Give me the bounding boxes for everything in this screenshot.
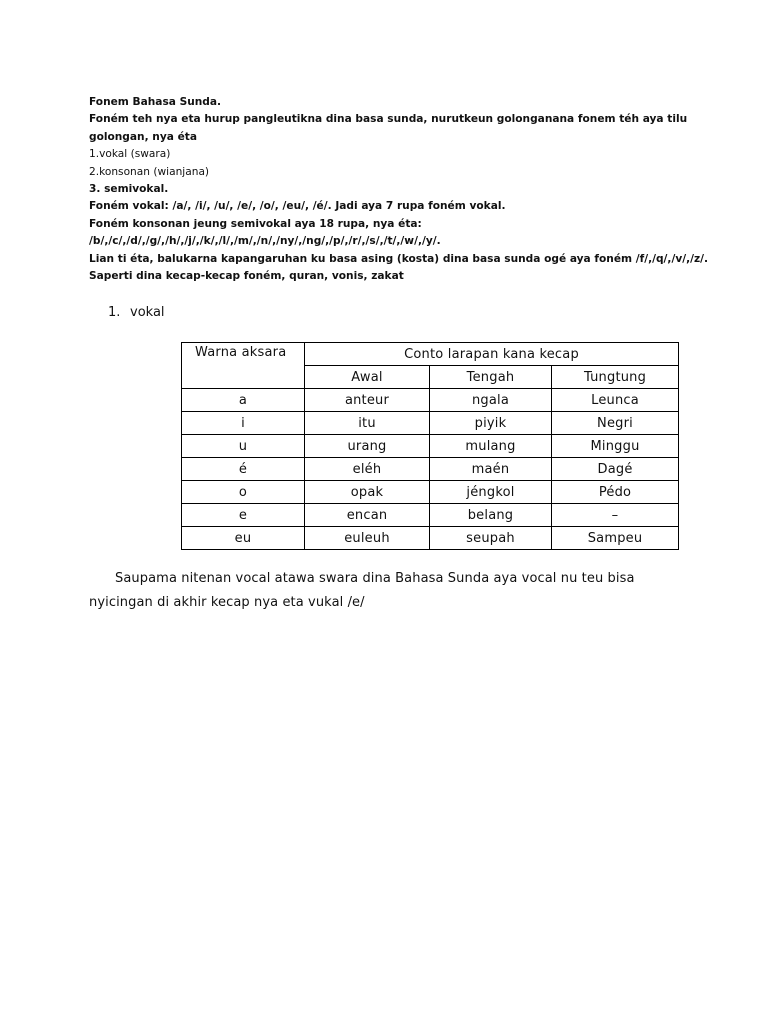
list-item: 3. semivokal. bbox=[89, 183, 169, 196]
table-cell: a bbox=[182, 389, 305, 412]
table-cell: encan bbox=[305, 504, 430, 527]
paragraph-line: Saupama nitenan vocal atawa swara dina Bahasa Sunda aya vocal nu teu bisa bbox=[115, 571, 635, 586]
table-cell: o bbox=[182, 481, 305, 504]
table-cell: e bbox=[182, 504, 305, 527]
intro-line: Foném teh nya eta hurup pangleutikna dina basa sunda, nurutkeun golonganana fonem téh aya tilu bbox=[89, 113, 688, 126]
table-cell: urang bbox=[305, 435, 430, 458]
list-item: 2.konsonan (wianjana) bbox=[89, 165, 210, 178]
document-title: Fonem Bahasa Sunda. bbox=[89, 96, 222, 108]
table-header-row bbox=[182, 343, 679, 366]
closing-paragraph bbox=[89, 567, 689, 615]
foreign-phoneme-note: Lian ti éta, balukarna kapangaruhan ku basa asing (kosta) dina basa sunda ogé aya foném /f/,/q/,/v/,/z/. bbox=[89, 252, 709, 265]
konsonan-description: Foném konsonan jeung semivokal aya 18 rupa, nya éta: bbox=[89, 217, 422, 230]
table-cell: maén bbox=[430, 458, 552, 481]
table-cell: – bbox=[552, 504, 679, 527]
table-row bbox=[182, 389, 679, 412]
intro-line: golongan, nya éta bbox=[89, 130, 197, 143]
table-cell: Minggu bbox=[552, 435, 679, 458]
table-cell: Dagé bbox=[552, 458, 679, 481]
column-group-header: Conto larapan kana kecap bbox=[305, 343, 679, 366]
table-row bbox=[182, 481, 679, 504]
table-cell: Leunca bbox=[552, 389, 679, 412]
column-header-tungtung: Tungtung bbox=[552, 366, 679, 389]
vowel-table bbox=[181, 342, 679, 550]
table-cell: itu bbox=[305, 412, 430, 435]
table-cell: eu bbox=[182, 527, 305, 550]
table-cell: opak bbox=[305, 481, 430, 504]
table-cell: anteur bbox=[305, 389, 430, 412]
table-cell: Sampeu bbox=[552, 527, 679, 550]
table-cell: i bbox=[182, 412, 305, 435]
example-words-line: Saperti dina kecap-kecap foném, quran, vonis, zakat bbox=[89, 270, 404, 283]
section-label: vokal bbox=[130, 305, 165, 320]
table-row bbox=[182, 504, 679, 527]
column-header-awal: Awal bbox=[305, 366, 430, 389]
column-header-tengah: Tengah bbox=[430, 366, 552, 389]
table-cell: mulang bbox=[430, 435, 552, 458]
table-row bbox=[182, 435, 679, 458]
table-cell: piyik bbox=[430, 412, 552, 435]
table-cell: é bbox=[182, 458, 305, 481]
list-item: 1.vokal (swara) bbox=[89, 148, 171, 161]
table-cell: belang bbox=[430, 504, 552, 527]
table-cell: eléh bbox=[305, 458, 430, 481]
paragraph-line: nyicingan di akhir kecap nya eta vukal /e/ bbox=[89, 595, 365, 610]
table-row bbox=[182, 527, 679, 550]
table-cell: u bbox=[182, 435, 305, 458]
table-row bbox=[182, 412, 679, 435]
table-cell: Negri bbox=[552, 412, 679, 435]
table-cell: ngala bbox=[430, 389, 552, 412]
vokal-description: Foném vokal: /a/, /i/, /u/, /e/, /o/, /eu/, /é/. Jadi aya 7 rupa foném vokal. bbox=[89, 200, 506, 213]
konsonan-list: /b/,/c/,/d/,/g/,/h/,/j/,/k/,/l/,/m/,/n/,/ny/,/ng/,/p/,/r/,/s/,/t/,/w/,/y/. bbox=[89, 235, 441, 248]
table-cell: euleuh bbox=[305, 527, 430, 550]
table-cell: jéngkol bbox=[430, 481, 552, 504]
column-header-warna-aksara: Warna aksara bbox=[182, 343, 305, 389]
table-cell: seupah bbox=[430, 527, 552, 550]
section-number: 1. bbox=[108, 305, 121, 320]
table-row bbox=[182, 458, 679, 481]
section-heading bbox=[108, 304, 165, 322]
table-cell: Pédo bbox=[552, 481, 679, 504]
intro-text-block bbox=[89, 94, 709, 285]
